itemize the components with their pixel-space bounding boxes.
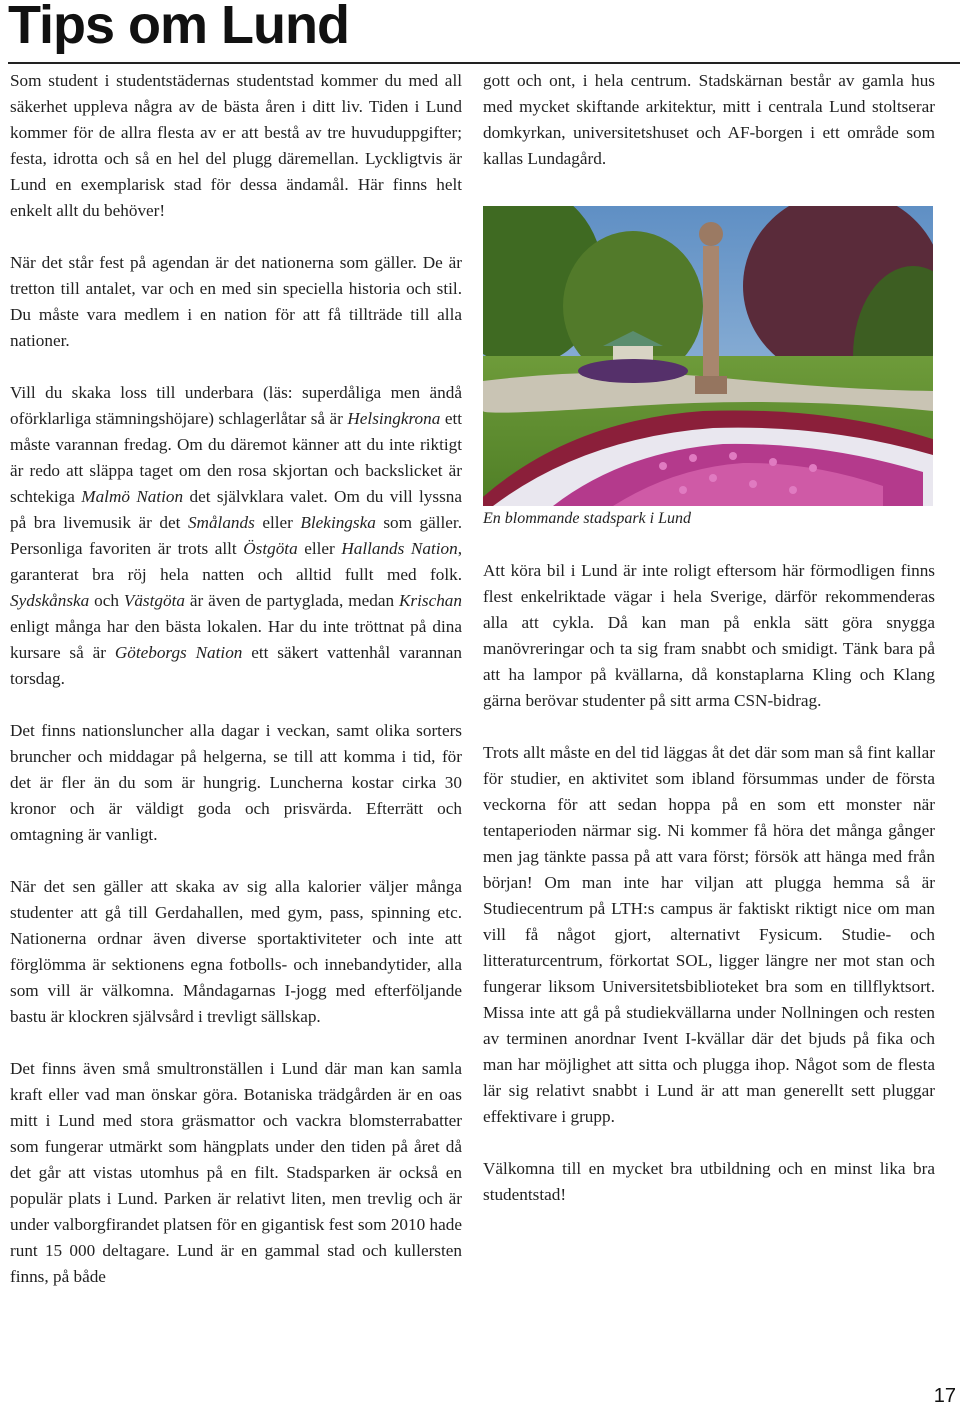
photo-caption: En blommande stadspark i Lund xyxy=(483,510,691,527)
nation-name: Östgöta xyxy=(243,539,298,558)
intro-paragraph: Som student i studentstädernas studentstad kommer du med all säkerhet uppleva några av de bästa åren i ditt liv. Tiden i Lund kommer för de allra flesta av er att bestå av tre huvuduppgifter; festa, idrotta och så en hel del plugg däremellan. Lyckligtvis är Lund en exemplarisk stad för dessa ändamål. Här finns helt enkelt allt du behöver! xyxy=(10,71,462,220)
right-column xyxy=(483,68,935,1208)
nation-name: Krischan xyxy=(398,591,462,610)
nation-name: Västgöta xyxy=(123,591,185,610)
nations-detail-paragraph: Vill du skaka loss till underbara (läs: superdåliga men ändå oförklarliga stämningshöjare) schlagerlåtar så är Helsingkrona ett måste varannan fredag. Om du däremot känner att du inte riktigt är redo att släppa taget om den rosa skjortan och backslicket är schtekiga Malmö Nation det självklara valet. Om du vill lyssna på bra livemusik är det Smålands eller Blekingska som gäller. Personliga favoriten är trots allt Östgöta eller Hallands Nation, garanterat bra röj hela natten och alltid fullt med folk. Sydskånska och Västgöta är även de partyglada, medan Krischan enligt många har den bästa lokalen. Har du inte tröttnat på dina kursare så är Göteborgs Nation ett säkert vattenhål varannan torsdag. xyxy=(10,383,462,688)
city-paragraph: gott och ont, i hela centrum. Stadskärnan består av gamla hus med mycket skiftande arkitektur, mitt i centrala Lund stoltserar domkyrkan, universitetshuset och AF-borgen i ett område som kallas Lundagård. xyxy=(483,71,935,168)
nation-name: Göteborgs Nation xyxy=(114,643,243,662)
title-rule xyxy=(8,62,960,64)
nation-name: Malmö Nation xyxy=(81,487,184,506)
sports-paragraph: När det sen gäller att skaka av sig alla kalorier väljer många studenter att gå till Gerdahallen, med gym, pass, spinning etc. Nationerna ordnar även diverse sportaktiviteter och inte att förglömma är sektionens egna fotbolls- och innebandytider, alla som vill är välkomna. Måndagarnas I-jogg med efterföljande bastu är klockren självsård i trevligt sällskap. xyxy=(10,877,462,1026)
nation-name: Helsingkrona xyxy=(347,409,441,428)
left-column xyxy=(10,68,462,1290)
studies-paragraph: Trots allt måste en del tid läggas åt det där som man så fint kallar för studier, en aktivitet som ibland försummas under de första veckorna för att sedan hoppa på en som ett monster när tentaperioden närmar sig. Ni kommer få höra det många gånger men jag tänkte passa på att vara först; försök att hänga med från början! Om man inte har viljan att plugga hemma så är Studiecentrum på LTH:s campus är faktiskt riktigt nice om man vill få något gjort, alternativt Fysicum. Studie- och litteraturcentrum, förkortat SOL, ligger längre ner mot stan och fungerar liksom Universitetsbiblioteket bra som en tillflyktsort. Missa inte att gå på studiekvällarna under Nollningen och resten av terminen anordnar Ivent I-kvällar där det bjuds på fika och man har möjlighet att sitta och plugga ihop. Något som de flesta lär sig relativt snabbt i Lund är att man generellt sett pluggar effektivare i grupp. xyxy=(483,743,935,1126)
lunch-paragraph: Det finns nationsluncher alla dagar i veckan, samt olika sorters bruncher och middagar på helgerna, se till att komma i tid, för det är fler än du som är hungrig. Luncherna kostar cirka 30 kronor och är väldigt goda och prisvärda. Efterrätt och omtagning är vanligt. xyxy=(10,721,462,844)
park-photo xyxy=(483,206,933,506)
page-title: Tips om Lund xyxy=(8,0,349,55)
page-number: 17 xyxy=(933,1385,956,1407)
welcome-paragraph: Välkomna till en mycket bra utbildning och en minst lika bra studentstad! xyxy=(483,1159,935,1204)
cycling-paragraph: Att köra bil i Lund är inte roligt eftersom här förmodligen finns flest enkelriktade vägar i hela Sverige, därför rekommenderas alla att cykla. Då kan man på enkla sätt göra snygga manövreringar och ta sig fram snabbt och smidigt. Tänk bara på att ha lampor på kvällarna, då konstaplarna Kling och Klang gärna berövar studenter på sitt arma CSN-bidrag. xyxy=(483,561,935,710)
nation-name: Blekingska xyxy=(300,513,376,532)
nation-name: Smålands xyxy=(187,513,255,532)
nations-paragraph: När det står fest på agendan är det nationerna som gäller. De är tretton till antalet, var och en med sin speciella historia och stil. Du måste vara medlem i en nation för att få tillträde till alla nationer. xyxy=(10,253,462,350)
nation-name: Hallands Nation xyxy=(341,539,458,558)
nation-name: Sydskånska xyxy=(10,591,90,610)
places-paragraph: Det finns även små smultronställen i Lund där man kan samla kraft eller vad man önskar göra. Botaniska trädgården är en oas mitt i Lund med stora gräsmattor och vackra blomsterrabatter som fungerar utmärkt som hängplats under den tiden på året då det går att vistas utomhus på en filt. Stadsparken är också en populär plats i Lund. Parken är relativt liten, men trevlig och är under valborgfirandet platsen för en gigantisk fest som 2010 hade runt 15 000 deltagare. Lund är en gammal stad och kullersten finns, på både xyxy=(10,1059,462,1286)
